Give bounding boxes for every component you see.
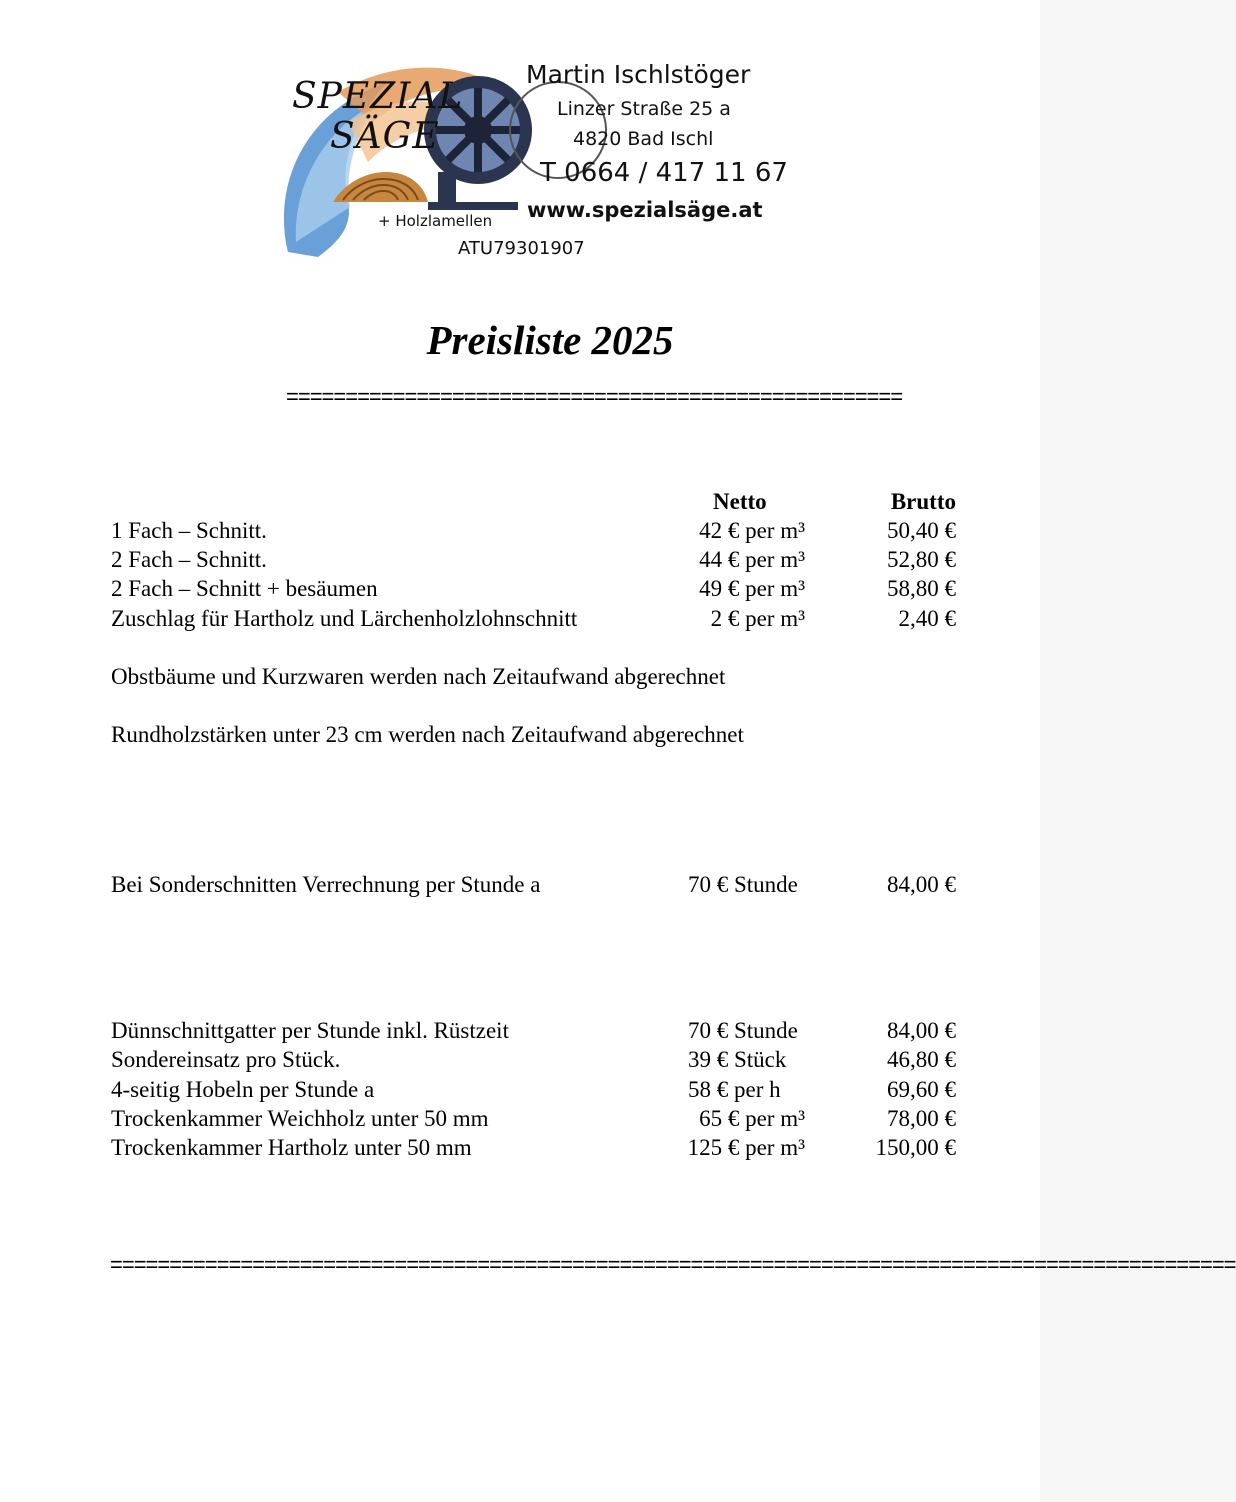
row-netto: 2 € per m³ (710, 606, 805, 631)
row-description: 4-seitig Hobeln per Stunde a (111, 1077, 375, 1102)
column-header-brutto: Brutto (890, 489, 956, 514)
row-netto: 39 € Stück (688, 1047, 787, 1072)
row-description: 2 Fach – Schnitt. (111, 547, 267, 572)
row-brutto: 84,00 € (887, 872, 956, 897)
row-netto: 58 € per h (688, 1077, 781, 1102)
row-description: Bei Sonderschnitten Verrechnung per Stunde a (111, 872, 541, 897)
row-netto: 44 € per m³ (699, 547, 805, 572)
row-netto: 42 € per m³ (699, 518, 805, 543)
note-fruit-trees: Obstbäume und Kurzwaren werden nach Zeitaufwand abgerechnet (111, 664, 726, 689)
row-brutto: 50,40 € (887, 518, 956, 543)
row-brutto: 84,00 € (887, 1018, 956, 1043)
row-netto: 70 € Stunde (688, 1018, 798, 1043)
row-netto: 65 € per m³ (699, 1106, 805, 1131)
row-description: Dünnschnittgatter per Stunde inkl. Rüstzeit (111, 1018, 509, 1043)
page-title: Preisliste 2025 (426, 317, 674, 363)
row-brutto: 52,80 € (887, 547, 956, 572)
row-description: 2 Fach – Schnitt + besäumen (111, 576, 378, 601)
row-netto: 49 € per m³ (699, 576, 805, 601)
row-brutto: 2,40 € (898, 606, 956, 631)
row-brutto: 78,00 € (887, 1106, 956, 1131)
column-header-netto: Netto (713, 489, 767, 514)
row-description: Trockenkammer Hartholz unter 50 mm (111, 1135, 472, 1160)
row-netto: 125 € per m³ (687, 1135, 805, 1160)
row-netto: 70 € Stunde (688, 872, 798, 897)
row-brutto: 46,80 € (887, 1047, 956, 1072)
logo-subtitle: + Holzlamellen (378, 212, 493, 230)
row-brutto: 69,60 € (887, 1077, 956, 1102)
row-description: Sondereinsatz pro Stück. (111, 1047, 341, 1072)
company-city: 4820 Bad Ischl (573, 128, 714, 150)
row-description: 1 Fach – Schnitt. (111, 518, 267, 543)
note-round-timber: Rundholzstärken unter 23 cm werden nach Zeitaufwand abgerechnet (111, 722, 744, 747)
row-brutto: 150,00 € (875, 1135, 956, 1160)
row-description: Trockenkammer Weichholz unter 50 mm (111, 1106, 489, 1131)
company-owner-name: Martin Ischlstöger (526, 60, 751, 89)
divider-top: ==================================================== (286, 384, 903, 409)
company-vat-number: ATU79301907 (458, 238, 585, 259)
logo-wordmark-top: SPEZIAL (292, 76, 464, 117)
divider-bottom: =============================================================================================== (110, 1252, 1236, 1277)
logo-wordmark-bottom: SÄGE (330, 116, 440, 157)
company-phone: T 0664 / 417 11 67 (540, 158, 788, 188)
company-street: Linzer Straße 25 a (557, 98, 731, 120)
row-description: Zuschlag für Hartholz und Lärchenholzlohnschnitt (111, 606, 578, 631)
row-brutto: 58,80 € (887, 576, 956, 601)
company-website: www.spezialsäge.at (527, 198, 763, 222)
